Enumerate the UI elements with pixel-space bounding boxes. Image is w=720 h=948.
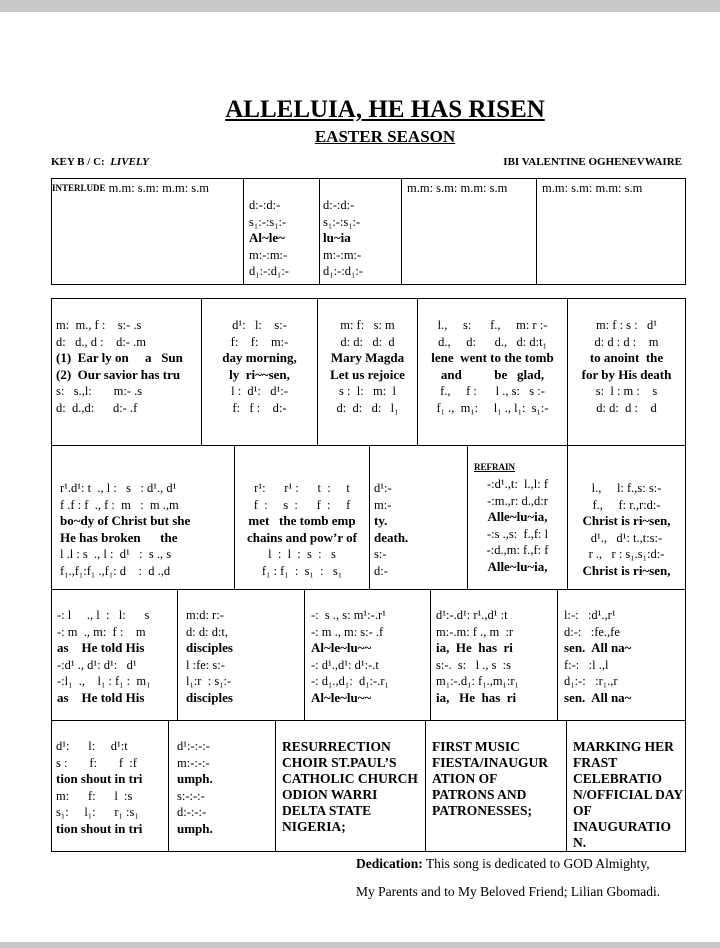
lyric-line: Christ is ri~sen, bbox=[582, 562, 671, 578]
solfa-line: m:-:m:- bbox=[249, 247, 288, 262]
score-row-5 bbox=[51, 720, 686, 852]
lyric-line: met the tomb emp bbox=[248, 513, 356, 528]
lyric-line: to anoint the bbox=[589, 350, 664, 365]
row5-cell-4 bbox=[426, 721, 567, 852]
solfa-line: -: d₁.,d₁: d₁:-.r₁ bbox=[311, 674, 389, 688]
solfa-line: d: d : d : m bbox=[594, 334, 659, 349]
row4-c4-lines bbox=[431, 590, 557, 706]
solfa-line: m:-:-:- bbox=[177, 755, 210, 770]
score-row-1 bbox=[51, 178, 686, 285]
row4-cell-5 bbox=[558, 590, 686, 721]
dedication-line-2: My Parents and to My Beloved Friend; Lilian Gbomadi. bbox=[356, 884, 661, 899]
lyric-line: Mary Magda bbox=[330, 350, 405, 365]
refrain-label: REFRAIN bbox=[474, 462, 516, 472]
solfa-line: d₁:-: :r₁.,r bbox=[564, 674, 618, 688]
lyric-line: He has broken the bbox=[60, 529, 178, 545]
solfa-line: m: f: l :s bbox=[56, 788, 133, 803]
tempo: LIVELY bbox=[110, 156, 149, 168]
bottom-bar bbox=[0, 942, 720, 948]
solfa-line: -:d¹.,t: l.,l: f bbox=[486, 477, 549, 491]
score-row-3 bbox=[51, 445, 686, 590]
solfa-line: m₁:-.d₁: f₁.,m₁:r₁ bbox=[436, 674, 519, 688]
solfa-line: l : l : s : s bbox=[268, 547, 336, 561]
solfa-line: d¹., d¹: t.,t:s:- bbox=[590, 530, 663, 545]
row3-c1-lines bbox=[52, 446, 234, 579]
row3-c4-lines bbox=[468, 474, 567, 575]
solfa-line: l :fe: s:- bbox=[186, 657, 225, 672]
row5-c1-lines bbox=[52, 721, 168, 837]
solfa-line: s:- bbox=[374, 547, 387, 561]
solfa-line: d: d: d:t, bbox=[186, 624, 229, 639]
lyric-line: umph. bbox=[177, 771, 213, 786]
solfa-line: d: d., d : d:- .m bbox=[56, 334, 146, 349]
song-title: ALLELUIA, HE HAS RISEN bbox=[225, 96, 545, 123]
solfa-line: m:-.m: f ., m :r bbox=[436, 624, 514, 639]
solfa-line: s : f: f :f bbox=[56, 755, 137, 770]
solfa-line: -:l₁ ., l₁ : f₁ : m₁ bbox=[57, 674, 151, 688]
solfa-line: -: d¹.,d¹: d¹:-.t bbox=[311, 657, 379, 672]
lyric-line: tion shout in tri bbox=[56, 820, 143, 836]
solfa-line: l:-: :d¹.,r¹ bbox=[564, 608, 616, 622]
lyric-line: death. bbox=[374, 529, 409, 545]
solfa-line: d₁:-:d₁:- bbox=[249, 264, 289, 278]
row3-c2-lines bbox=[235, 446, 369, 579]
solfa-line: -: l ., l : l: s bbox=[57, 608, 150, 622]
row3-cell-1 bbox=[52, 446, 235, 590]
solfa-line: f: f: m:- bbox=[230, 334, 289, 349]
solfa-line: r¹: r¹ : t : t bbox=[254, 481, 350, 495]
solfa-line: l₁:r : s₁:- bbox=[186, 674, 232, 688]
lyric-line: as He told His bbox=[57, 640, 145, 655]
solfa-line: -: m ., m: s:- .f bbox=[311, 624, 384, 639]
solfa-line: -:d.,m: f.,f: f bbox=[486, 543, 549, 557]
solfa-line: s:-:-:- bbox=[177, 788, 205, 803]
solfa-line: f., f: r.,r:d:- bbox=[592, 497, 661, 512]
lyric-line: Alle~lu~ia, bbox=[487, 558, 548, 574]
solfa-line: f : s : f : f bbox=[253, 497, 351, 512]
solfa-line: l : d¹: d¹:- bbox=[231, 384, 288, 398]
solfa-line: -:m.,r: d.,d:r bbox=[487, 493, 548, 508]
row2-c2-lines bbox=[202, 299, 317, 416]
lyric-line: Alle~lu~ia, bbox=[487, 509, 548, 524]
solfa-line: s: s.,l: m:- .s bbox=[56, 384, 143, 398]
key-tempo bbox=[51, 156, 149, 168]
dedication bbox=[356, 850, 660, 906]
row1-c1-notes: m.m: s.m: m.m: s.m bbox=[108, 181, 210, 195]
lyric-line: Al~le~ bbox=[249, 230, 285, 245]
solfa-line: r¹.d¹: t ., l : s : d¹., d¹ bbox=[60, 481, 177, 495]
solfa-line: f:-: :l .,l bbox=[564, 657, 609, 672]
row1-cell-4 bbox=[402, 179, 537, 285]
row3-cell-3 bbox=[370, 446, 468, 590]
row5-cell-2 bbox=[169, 721, 276, 852]
row2-cell-1 bbox=[52, 299, 202, 446]
solfa-line: s₁: l₁: r₁ :s₁ bbox=[56, 805, 139, 819]
lyric-line: ty. bbox=[374, 513, 388, 528]
lyric-line: ia, He has ri bbox=[436, 689, 517, 705]
lyric-line: bo~dy of Christ but she bbox=[60, 513, 191, 528]
solfa-line: s₁:-:s₁:- bbox=[323, 214, 361, 229]
dedication-label: Dedication: bbox=[356, 856, 423, 871]
lyric-line: lene went to the tomb bbox=[431, 350, 554, 365]
score-row-2 bbox=[51, 298, 686, 446]
top-bar bbox=[0, 0, 720, 12]
row3-c5-lines bbox=[568, 446, 685, 579]
solfa-line: -:d¹ ., d¹: d¹: d¹ bbox=[57, 657, 137, 672]
lyric-line: ia, He has ri bbox=[436, 640, 513, 655]
row2-cell-2 bbox=[202, 299, 318, 446]
composer: IBI VALENTINE OGHENEVWAIRE bbox=[503, 156, 682, 168]
row4-cell-3 bbox=[305, 590, 431, 721]
row1-cell-3 bbox=[320, 179, 402, 285]
row4-c3-lines bbox=[305, 590, 430, 706]
solfa-line: r ., r : s₁.s₁:d:- bbox=[588, 547, 665, 561]
interlude-label: INTERLUDE bbox=[52, 183, 106, 193]
solfa-line: l., l: f.,s: s:- bbox=[591, 481, 662, 495]
solfa-line: d¹: l: s:- bbox=[232, 318, 287, 332]
solfa-line: d:-:d:- bbox=[249, 198, 281, 212]
solfa-line: m:d: r:- bbox=[186, 608, 224, 622]
row4-c1-lines bbox=[52, 590, 177, 706]
solfa-line: l .l : s ., l : d¹ : s ., s bbox=[60, 547, 172, 561]
lyric-line: disciples bbox=[186, 640, 233, 655]
solfa-line: f₁ : f₁ : s₁ : s₁ bbox=[261, 563, 343, 578]
solfa-line: s: l : m : s bbox=[595, 384, 658, 398]
lyric-line: sen. All na~ bbox=[564, 640, 632, 655]
lyric-line: Let us rejoice bbox=[330, 366, 405, 382]
row1-cell-5 bbox=[537, 179, 686, 285]
solfa-line: s:-. s: l ., s :s bbox=[436, 657, 512, 672]
row4-c5-lines bbox=[558, 590, 685, 706]
lyric-line: day morning, bbox=[222, 350, 297, 365]
solfa-line: d:-:-:- bbox=[177, 805, 207, 819]
row5-cell-5 bbox=[567, 721, 686, 852]
row3-c3-lines bbox=[370, 446, 467, 579]
solfa-line: d:-:d:- bbox=[323, 198, 355, 212]
row5-cell-1 bbox=[52, 721, 169, 852]
lyric-line: lu~ia bbox=[323, 230, 351, 245]
lyric-line: tion shout in tri bbox=[56, 771, 143, 786]
dedication-text: This song is dedicated to GOD Almighty, bbox=[422, 856, 650, 871]
row3-cell-5 bbox=[568, 446, 686, 590]
choir-credit: RESURRECTION CHOIR ST.PAUL’S CATHOLIC CHURCH ODION WARRI DELTA STATE NIGERIA; bbox=[282, 739, 418, 834]
solfa-line: f .f : f ., f : m : m .,m bbox=[60, 497, 179, 512]
row2-c1-lines bbox=[52, 299, 201, 416]
row3-cell-2 bbox=[235, 446, 370, 590]
solfa-line: -:s .,s: f.,f: l bbox=[486, 526, 549, 541]
row2-c4-lines bbox=[418, 299, 567, 416]
row1-c3-lines bbox=[320, 179, 401, 280]
lyric-line: ly ri~~sen, bbox=[229, 366, 290, 382]
score-row-4 bbox=[51, 589, 686, 721]
solfa-line: d¹: l: d¹:t bbox=[56, 739, 128, 753]
row5-c2-lines bbox=[169, 721, 275, 837]
lyric-line: and be glad, bbox=[440, 366, 545, 382]
lyric-line: (2) Our savior has tru bbox=[56, 366, 181, 382]
event-credit: FIRST MUSIC FIESTA/INAUGUR ATION OF PATRONS AND PATRONESSES; bbox=[432, 739, 549, 818]
solfa-line: d:- bbox=[374, 563, 388, 578]
solfa-line: d¹:-.d¹: r¹.,d¹ :t bbox=[436, 608, 508, 622]
lyric-line: Al~le~lu~~ bbox=[311, 689, 372, 705]
row1-c5-notes: m.m: s.m: m.m: s.m bbox=[542, 181, 643, 195]
solfa-line: d., d: d., d: d:t₁ bbox=[438, 334, 547, 349]
lyric-line: Christ is ri~sen, bbox=[582, 513, 671, 528]
row2-cell-3 bbox=[318, 299, 418, 446]
row4-cell-4 bbox=[431, 590, 558, 721]
solfa-line: f₁ ., m₁: l₁ ., l₁: s₁:- bbox=[436, 400, 549, 415]
solfa-line: l., s: f., m: r :- bbox=[437, 318, 548, 332]
row2-cell-4 bbox=[418, 299, 568, 446]
row2-cell-5 bbox=[568, 299, 686, 446]
solfa-line: -: s ., s: m¹:-.r¹ bbox=[311, 608, 386, 622]
row5-cell-3 bbox=[276, 721, 426, 852]
row3-cell-4 bbox=[468, 446, 568, 590]
solfa-line: d¹:- bbox=[374, 481, 392, 495]
solfa-line: m: m., f : s:- .s bbox=[56, 318, 142, 332]
lyric-line: disciples bbox=[186, 689, 233, 705]
row4-cell-1 bbox=[52, 590, 178, 721]
row4-cell-2 bbox=[178, 590, 305, 721]
solfa-line: d: d: d: l₁ bbox=[336, 400, 399, 415]
solfa-line: m:-:m:- bbox=[323, 247, 362, 262]
lyric-line: Al~le~lu~~ bbox=[311, 640, 372, 655]
row1-c4-notes: m.m: s.m: m.m: s.m bbox=[407, 181, 508, 195]
solfa-line: d¹:-:-:- bbox=[177, 739, 210, 753]
occasion-credit: MARKING HER FRAST CELEBRATIO N/OFFICIAL DAY OF INAUGURATIO N. bbox=[573, 739, 683, 850]
solfa-line: f: f : d:- bbox=[232, 400, 287, 415]
song-subtitle: EASTER SEASON bbox=[314, 127, 456, 146]
solfa-line: d: d.,d: d:- .f bbox=[56, 400, 138, 415]
lyric-line: (1) Ear ly on a Sun bbox=[56, 350, 183, 365]
row1-cell-1 bbox=[52, 179, 244, 285]
key-label: KEY B / C: bbox=[51, 156, 105, 168]
row4-c2-lines bbox=[178, 590, 304, 706]
lyric-line: as He told His bbox=[57, 689, 145, 705]
row1-c2-lines bbox=[244, 179, 319, 280]
lyric-line: sen. All na~ bbox=[564, 689, 632, 705]
solfa-line: m: f: s: m bbox=[340, 318, 395, 332]
solfa-line: f₁.,f₁:f₁ .,f₁: d : d .,d bbox=[60, 563, 171, 578]
solfa-line: f., f : l ., s: s :- bbox=[440, 384, 545, 398]
row2-c3-lines bbox=[318, 299, 417, 416]
solfa-line: s : l: m: l bbox=[339, 384, 396, 398]
solfa-line: s₁:-:s₁:- bbox=[249, 214, 287, 229]
lyric-line: umph. bbox=[177, 820, 213, 836]
solfa-line: -: m ., m: f : m bbox=[57, 624, 146, 639]
dedication-line-1 bbox=[356, 850, 660, 878]
lyric-line: for by His death bbox=[581, 366, 672, 382]
solfa-line: d₁:-:d₁:- bbox=[323, 264, 363, 278]
lyric-line: chains and pow’r of bbox=[247, 529, 357, 545]
solfa-line: d: d: d : d bbox=[596, 400, 657, 415]
row1-cell-2 bbox=[244, 179, 320, 285]
row2-c5-lines bbox=[568, 299, 685, 416]
solfa-line: m:- bbox=[374, 497, 392, 512]
solfa-line: d: d: d: d bbox=[340, 334, 395, 349]
solfa-line: m: f : s : d¹ bbox=[595, 318, 658, 332]
solfa-line: d:-: :fe.,fe bbox=[564, 624, 620, 639]
